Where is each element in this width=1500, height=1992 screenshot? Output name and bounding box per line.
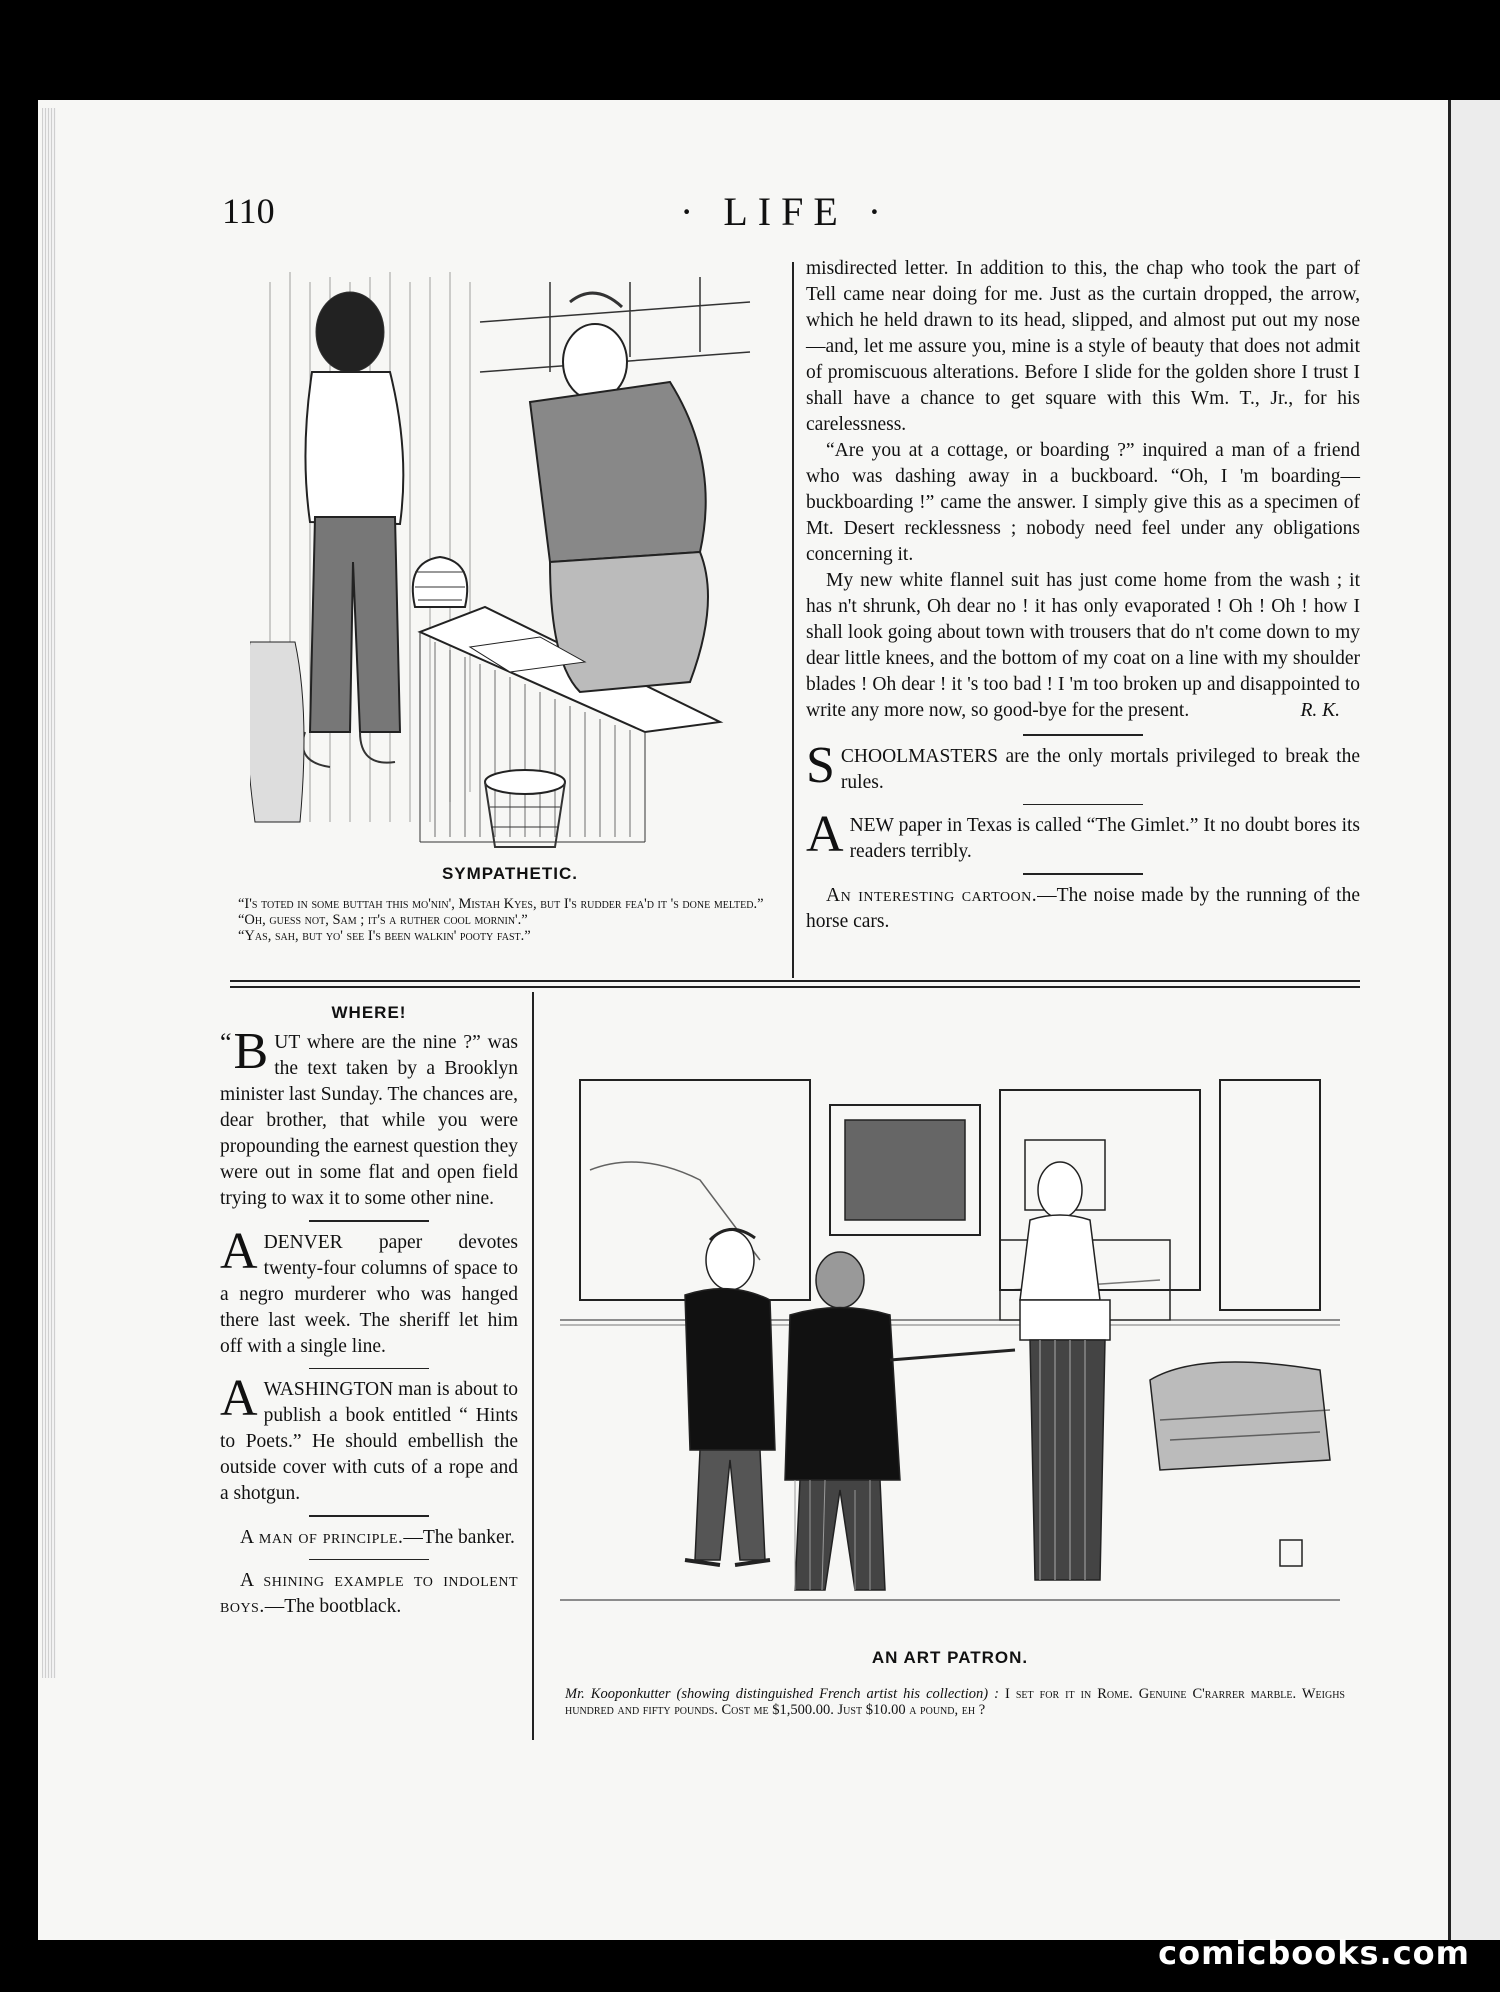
item-text: are the only mortals privileged to break the rules. xyxy=(840,745,1360,793)
divider-rule xyxy=(1023,873,1143,875)
column-divider xyxy=(792,262,794,978)
page-edge xyxy=(42,108,56,1678)
schoolmasters-item xyxy=(806,736,1360,796)
caption-line: “I's toted in some buttah this mo'nin', Mistah Kyes, but I's rudder fea'd it 's done melted.” xyxy=(238,896,764,912)
item-lead: DENVER xyxy=(263,1231,343,1253)
sympathetic-title: SYMPATHETIC. xyxy=(441,864,579,883)
page-number: 110 xyxy=(222,191,275,231)
section-divider xyxy=(230,980,1360,982)
item-text: —The banker. xyxy=(403,1526,515,1548)
drop-cap: A xyxy=(220,1222,258,1280)
item-lead: NEW xyxy=(849,815,894,836)
divider-rule xyxy=(1023,804,1143,806)
item-text: paper in Texas is called “The Gimlet.” It no doubt bores its readers terribly. xyxy=(849,815,1360,862)
caption-text: I set for it in Rome. Genuine C'rarrer marble. Weighs hundred and fifty pounds. Cost me $1,500.00. Just $10.00 a pound, eh ? xyxy=(565,1686,1345,1718)
adjacent-page xyxy=(1448,100,1500,1940)
item-text: man is about to publish a book entitled “ Hints to Poets.” He should embellish the outside cover with cuts of a rope and a shotgun. xyxy=(220,1379,518,1504)
article-paragraph: “Are you at a cottage, or boarding ?” inquired a man of a friend who was dashing away in a buckboard. “Oh, I 'm boarding—buckboarding !” came the answer. I simply give this as a specimen of Mt. Desert recklessness ; nobody need feel under any obligations concerning it. xyxy=(806,440,1360,565)
divider-rule xyxy=(309,1368,429,1370)
where-text: UT where are the nine ?” was the text taken by a Brooklyn minister last Sunday. The chances are, dear brother, that while you were propounding the earnest question they were out in some flat and open field trying to wax it to some other nine. xyxy=(220,1032,518,1209)
item-lead: A man of principle. xyxy=(240,1526,404,1548)
where-article xyxy=(220,1023,518,1212)
article-paragraph xyxy=(806,568,1360,724)
cartoon-item xyxy=(806,883,1360,935)
item-lead: WASHINGTON xyxy=(263,1379,394,1400)
item-text: paper devotes twenty-four columns of space to a negro murderer who was hanged there last week. The sheriff let him off with a single line. xyxy=(220,1231,518,1357)
sympathetic-caption xyxy=(228,896,776,944)
item-text: —The noise made by the running of the horse cars. xyxy=(806,884,1360,932)
masthead: · LIFE · xyxy=(680,189,892,234)
section-divider xyxy=(230,986,1360,988)
divider-rule xyxy=(1023,734,1143,736)
art-patron-caption xyxy=(565,1686,1345,1718)
paragraph-text: My new white flannel suit has just come home from the wash ; it has n't shrunk, Oh dear no ! it has only evaporated ! Oh ! Oh ! how I shall look going about town with trousers that do n't come down to my dear little knees, and the bottom of my coat on a line with my shoulder blades ! Oh dear ! it 's too bad ! I 'm too broken up and disappointed to write any more now, so good-bye for the present. xyxy=(806,570,1360,721)
art-patron-title: AN ART PATRON. xyxy=(871,1648,1029,1667)
right-column xyxy=(806,256,1360,935)
caption-line: “Yas, sah, but yo' see I's been walkin' pooty fast.” xyxy=(238,928,531,944)
caption-line: “Oh, guess not, Sam ; it's a ruther cool mornin'.” xyxy=(238,912,528,928)
drop-cap: A xyxy=(806,806,844,863)
divider-rule xyxy=(309,1559,429,1561)
watermark: comicbooks.com xyxy=(1158,1934,1470,1972)
shining-item xyxy=(220,1568,518,1620)
washington-article xyxy=(220,1370,518,1507)
column-divider xyxy=(532,992,534,1740)
gimlet-item xyxy=(806,806,1360,865)
drop-cap: B xyxy=(233,1023,269,1080)
art-patron-illustration xyxy=(560,1060,1340,1630)
principle-item xyxy=(220,1525,518,1551)
signature: R. K. xyxy=(1300,700,1340,721)
item-lead: An interesting cartoon. xyxy=(826,884,1038,906)
article-paragraph: misdirected letter. In addition to this, the chap who took the part of Tell came near doing for me. Just as the curtain dropped, the arrow, which he held drawn to its head, slipped, and almost put out my nose—and, let me assure you, mine is a style of beauty that does not admit of promiscuous alterations. Before I slide for the golden shore I trust I shall have a chance to get square with this Wm. T., Jr., for his carelessness. xyxy=(806,258,1360,435)
where-heading: WHERE! xyxy=(331,1003,407,1022)
drop-cap: S xyxy=(806,736,835,794)
divider-rule xyxy=(309,1515,429,1517)
open-quote: “ xyxy=(220,1028,232,1057)
item-lead: CHOOLMASTERS xyxy=(840,745,999,767)
caption-speaker: Mr. Kooponkutter (showing distinguished French artist his collection) : xyxy=(565,1686,999,1702)
drop-cap: A xyxy=(220,1370,258,1427)
denver-article xyxy=(220,1222,518,1360)
divider-rule xyxy=(309,1220,429,1222)
left-column xyxy=(220,1000,518,1620)
item-text: —The bootblack. xyxy=(264,1596,402,1617)
sympathetic-illustration xyxy=(250,262,770,857)
item-lead: A shining example to indolent boys. xyxy=(220,1570,518,1617)
